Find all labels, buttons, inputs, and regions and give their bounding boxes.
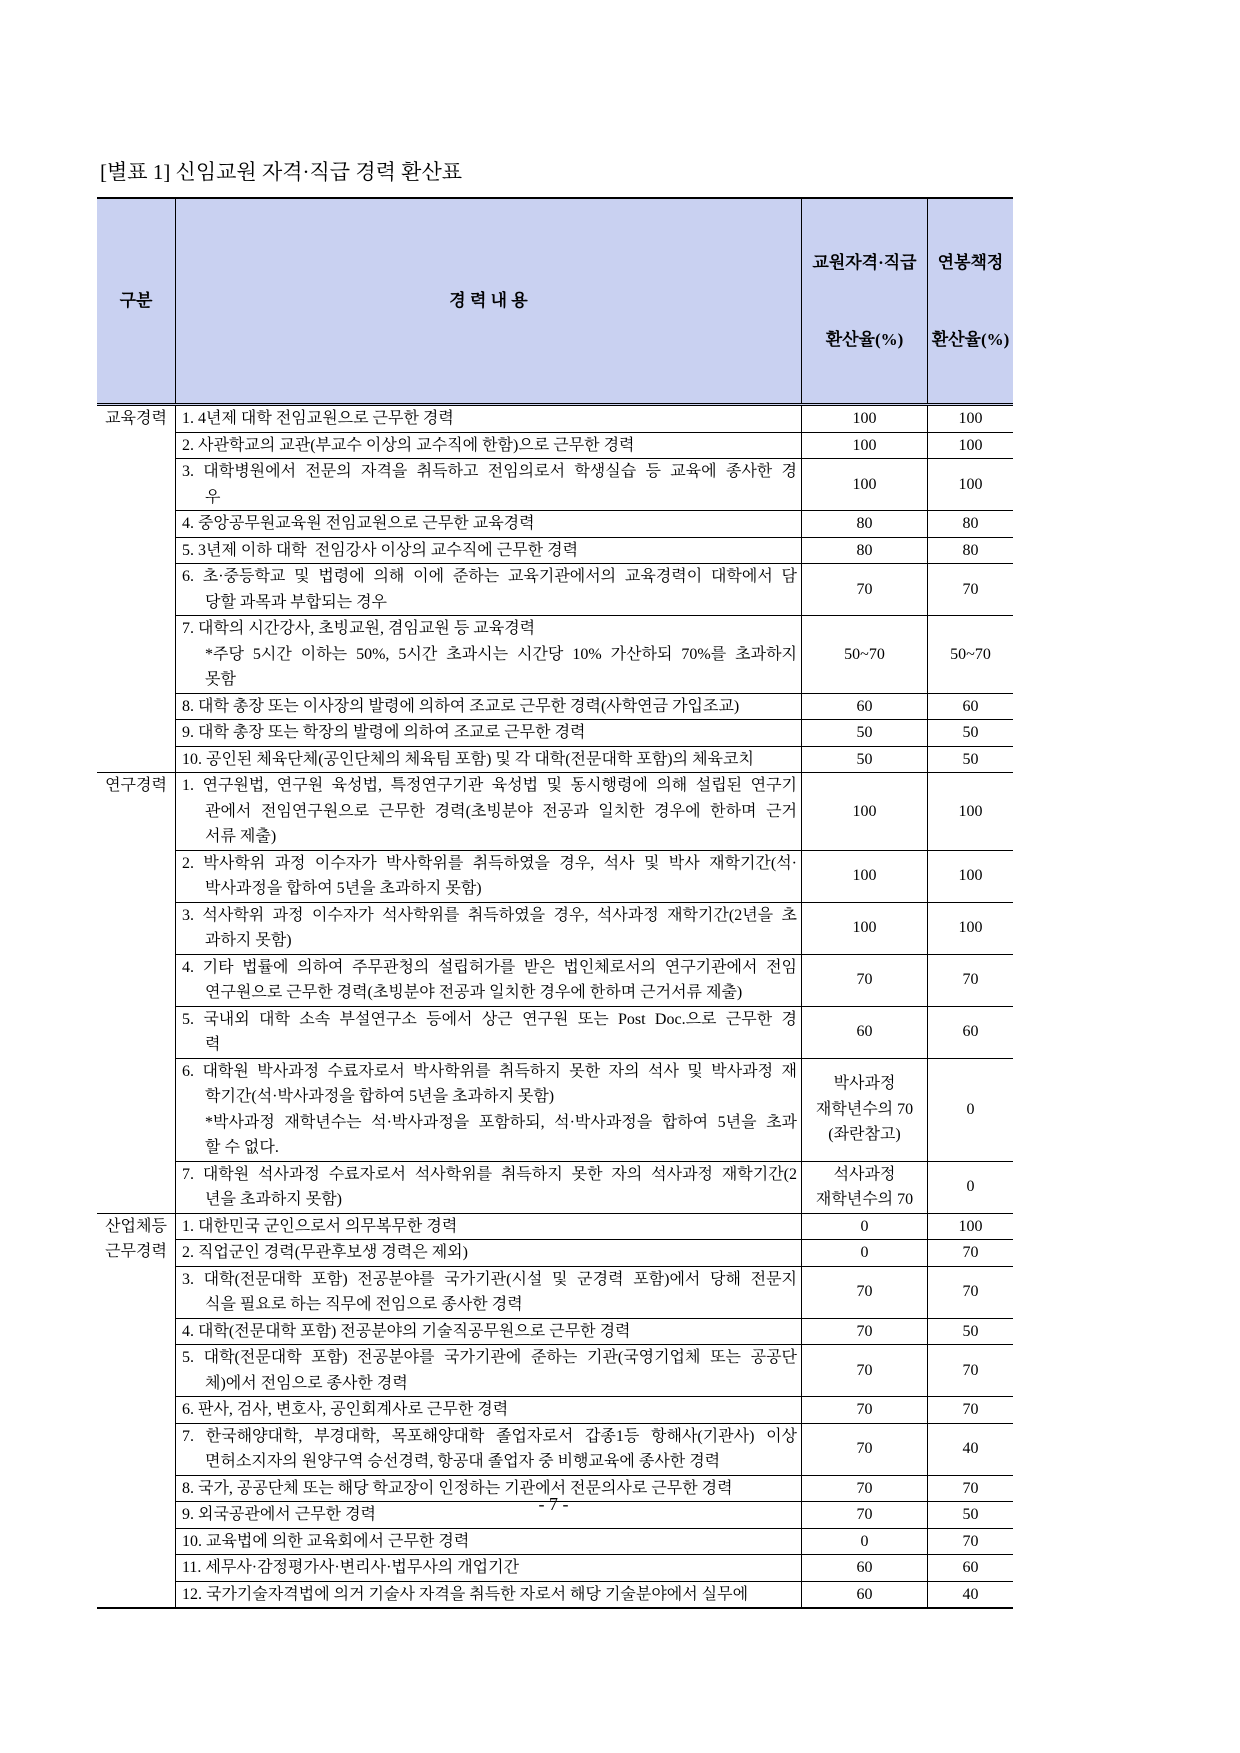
career-content-cell	[176, 1161, 802, 1213]
career-content-cell	[176, 405, 802, 433]
career-content-cell	[176, 537, 802, 564]
table-row	[97, 1528, 1013, 1555]
career-content-line: 4. 대학(전문대학 포함) 전공분야의 기술직공무원으로 근무한 경력	[182, 1322, 631, 1340]
qualification-rate-value: 70	[856, 1322, 873, 1340]
table-row	[97, 1397, 1013, 1424]
career-content-line: 7. 한국해양대학, 부경대학, 목포해양대학 졸업자로서 갑종1등 항해사(기관사) 이상	[182, 1427, 797, 1445]
career-content-line: 9. 대학 총장 또는 학장의 발령에 의하여 조교로 근무한 경력	[182, 724, 586, 741]
career-content-line: 3. 대학(전문대학 포함) 전공분야를 국가기관(시설 및 군경력 포함)에서 당해 전문지	[182, 1270, 797, 1288]
career-content-line: 서류 제출)	[205, 828, 277, 845]
career-content-line: 관에서 전임연구원으로 근무한 경력(초빙분야 전공과 일치한 경우에 한하며 근거	[205, 802, 797, 820]
salary-rate-value: 80	[962, 541, 979, 559]
career-content-line: 5. 대학(전문대학 포함) 전공분야를 국가기관에 준하는 기관(국영기업체 또는 공공단	[182, 1349, 797, 1366]
header-row	[97, 198, 1013, 405]
salary-rate-cell	[928, 1006, 1014, 1058]
header-category: 구분	[97, 198, 176, 405]
table-row	[97, 1555, 1013, 1582]
career-content-cell	[176, 1006, 802, 1058]
salary-rate-value: 70	[962, 1283, 979, 1301]
salary-rate-value: 50	[962, 1506, 979, 1523]
qualification-rate-value: 50~70	[844, 645, 885, 663]
career-content-line: 체)에서 전임으로 종사한 경력	[205, 1374, 408, 1392]
header-content: 경 력 내 용	[176, 198, 802, 405]
career-conversion-table	[97, 197, 1013, 1609]
qualification-rate-value: 70	[856, 1283, 873, 1301]
career-content-cell	[176, 564, 802, 616]
career-content-cell	[176, 511, 802, 538]
salary-rate-cell	[928, 954, 1014, 1006]
salary-rate-value: 100	[958, 802, 983, 820]
career-content-cell	[176, 459, 802, 511]
qualification-rate-cell	[802, 902, 928, 954]
qualification-rate-value: 재학년수의 70	[815, 1191, 914, 1208]
career-content-line: 1. 4년제 대학 전임교원으로 근무한 경력	[182, 410, 454, 427]
career-content-line: 학기간(석·박사과정을 합하여 5년을 초과하지 못함)	[205, 1088, 555, 1105]
table-row	[97, 1581, 1013, 1608]
salary-rate-value: 40	[962, 1585, 979, 1603]
career-content-line: 박사과정을 합하여 5년을 초과하지 못함)	[205, 880, 482, 897]
salary-rate-cell	[928, 1397, 1014, 1424]
salary-rate-value: 100	[958, 475, 983, 493]
career-content-cell	[176, 746, 802, 773]
career-content-cell	[176, 720, 802, 747]
career-content-line: 12. 국가기술자격법에 의거 기술사 자격을 취득한 자로서 해당 기술분야에서 실무에	[182, 1585, 749, 1603]
career-content-line: 7. 대학원 석사과정 수료자로서 석사학위를 취득하지 못한 자의 석사과정 재학기간(2	[182, 1165, 797, 1183]
page-number: - 7 -	[538, 1494, 569, 1514]
qualification-rate-cell	[802, 1213, 928, 1240]
table-row	[97, 720, 1013, 747]
career-content-line: 할 수 없다.	[205, 1139, 279, 1156]
table-row	[97, 1423, 1013, 1475]
header-salary-rate	[928, 198, 1014, 405]
salary-rate-value: 60	[962, 1559, 979, 1576]
table-row	[97, 1345, 1013, 1397]
category-cell	[97, 1213, 176, 1608]
career-content-line: 4. 기타 법률에 의하여 주무관청의 설립허가를 받은 법인체로서의 연구기관에서 전임	[182, 958, 797, 976]
qualification-rate-cell	[802, 511, 928, 538]
qualification-rate-cell	[802, 1397, 928, 1424]
salary-rate-value: 60	[962, 697, 979, 715]
salary-rate-value: 0	[966, 1100, 975, 1118]
career-content-cell	[176, 1397, 802, 1424]
category-label: 교육경력	[105, 410, 167, 427]
salary-rate-cell	[928, 902, 1014, 954]
salary-rate-value: 100	[958, 867, 983, 885]
qualification-rate-cell	[802, 1318, 928, 1345]
table-row	[97, 432, 1013, 459]
table-row	[97, 1006, 1013, 1058]
qualification-rate-cell	[802, 459, 928, 511]
qualification-rate-value: 0	[860, 1532, 869, 1550]
salary-rate-cell	[928, 1345, 1014, 1397]
qualification-rate-value: 60	[856, 697, 873, 715]
salary-rate-value: 50	[962, 750, 979, 768]
table-row	[97, 773, 1013, 851]
salary-rate-cell	[928, 1058, 1014, 1161]
category-cell	[97, 405, 176, 773]
salary-rate-cell	[928, 720, 1014, 747]
career-content-line: 8. 국가, 공공단체 또는 해당 학교장이 인정하는 기관에서 전문의사로 근무한 경력	[182, 1479, 733, 1497]
salary-rate-cell	[928, 1240, 1014, 1267]
career-content-line: 면허소지자의 원양구역 승선경력, 항공대 졸업자 중 비행교육에 종사한 경력	[205, 1453, 721, 1470]
salary-rate-cell	[928, 773, 1014, 851]
salary-rate-value: 100	[958, 410, 983, 427]
salary-rate-value: 70	[962, 1361, 979, 1379]
qualification-rate-value: 80	[856, 515, 873, 532]
salary-rate-cell	[928, 459, 1014, 511]
qualification-rate-cell	[802, 1006, 928, 1058]
qualification-rate-cell	[802, 1345, 928, 1397]
career-content-line: 6. 판사, 검사, 변호사, 공인회계사로 근무한 경력	[182, 1401, 509, 1418]
salary-rate-cell	[928, 746, 1014, 773]
table-row	[97, 459, 1013, 511]
career-content-cell	[176, 1528, 802, 1555]
salary-rate-value: 70	[962, 1244, 979, 1261]
qualification-rate-value: 70	[856, 971, 873, 989]
career-content-line: 연구원으로 근무한 경력(초빙분야 전공과 일치한 경우에 한하며 근거서류 제출)	[205, 984, 743, 1001]
qualification-rate-value: 70	[856, 1401, 873, 1418]
salary-rate-cell	[928, 1266, 1014, 1318]
table-row	[97, 1058, 1013, 1161]
salary-rate-cell	[928, 1318, 1014, 1345]
salary-rate-value: 70	[962, 971, 979, 989]
table-row	[97, 850, 1013, 902]
header-qualification-rate	[802, 198, 928, 405]
salary-rate-value: 80	[962, 515, 979, 532]
career-content-cell	[176, 1058, 802, 1161]
career-content-line: 2. 박사학위 과정 이수자가 박사학위를 취득하였을 경우, 석사 및 박사 재학기간(석·	[182, 854, 797, 872]
qualification-rate-cell	[802, 720, 928, 747]
qualification-rate-value: 0	[860, 1217, 869, 1235]
qualification-rate-value: 석사과정	[833, 1165, 896, 1183]
salary-rate-cell	[928, 1528, 1014, 1555]
career-content-line: 당할 과목과 부합되는 경우	[205, 593, 388, 611]
career-content-line: *박사과정 재학년수는 석·박사과정을 포함하되, 석·박사과정을 합하여 5년을 초과	[205, 1113, 797, 1131]
qualification-rate-value: 100	[852, 802, 877, 820]
career-content-line: *주당 5시간 이하는 50%, 5시간 초과시는 시간당 10% 가산하되 70%를 초과하지	[205, 645, 797, 663]
career-content-line: 년을 초과하지 못함)	[205, 1191, 342, 1208]
salary-rate-value: 70	[962, 580, 979, 598]
qualification-rate-value: 50	[856, 750, 873, 768]
career-content-cell	[176, 1581, 802, 1608]
career-content-cell	[176, 902, 802, 954]
salary-rate-value: 70	[962, 1479, 979, 1497]
salary-rate-cell	[928, 1581, 1014, 1608]
salary-rate-cell	[928, 1213, 1014, 1240]
qualification-rate-value: 60	[856, 1585, 873, 1603]
qualification-rate-value: 박사과정	[833, 1075, 896, 1093]
career-content-line: 6. 초·중등학교 및 법령에 의해 이에 준하는 교육기관에서의 교육경력이 대학에서 담	[182, 568, 797, 585]
table-row	[97, 511, 1013, 538]
table-row	[97, 1161, 1013, 1213]
salary-rate-value: 70	[962, 1401, 979, 1418]
qualification-rate-cell	[802, 537, 928, 564]
qualification-rate-cell	[802, 1528, 928, 1555]
table-row	[97, 405, 1013, 433]
table-row	[97, 616, 1013, 694]
category-label: 근무경력	[105, 1243, 167, 1260]
career-content-line: 10. 교육법에 의한 교육회에서 근무한 경력	[182, 1532, 470, 1550]
salary-rate-cell	[928, 1161, 1014, 1213]
career-content-cell	[176, 1266, 802, 1318]
career-content-cell	[176, 850, 802, 902]
salary-rate-cell	[928, 511, 1014, 538]
career-content-line: 5. 3년제 이하 대학 전임강사 이상의 교수직에 근무한 경력	[182, 541, 579, 559]
qualification-rate-cell	[802, 1581, 928, 1608]
table-body	[97, 405, 1013, 1609]
career-content-cell	[176, 1345, 802, 1397]
career-content-line: 8. 대학 총장 또는 이사장의 발령에 의하여 조교로 근무한 경력(사학연금 가입조교)	[182, 697, 740, 715]
qualification-rate-cell	[802, 954, 928, 1006]
qualification-rate-value: 재학년수의 70	[815, 1100, 914, 1118]
career-content-cell	[176, 773, 802, 851]
table-row	[97, 954, 1013, 1006]
qualification-rate-cell	[802, 1266, 928, 1318]
table-row	[97, 1240, 1013, 1267]
career-content-line: 우	[205, 488, 221, 506]
career-content-line: 7. 대학의 시간강사, 초빙교원, 겸임교원 등 교육경력	[182, 620, 536, 637]
qualification-rate-value: 100	[852, 919, 877, 937]
career-content-line: 10. 공인된 체육단체(공인단체의 체육팀 포함) 및 각 대학(전문대학 포함)의 체육코치	[182, 750, 754, 768]
qualification-rate-value: 70	[856, 580, 873, 598]
career-content-cell	[176, 1240, 802, 1267]
career-content-cell	[176, 1423, 802, 1475]
salary-rate-value: 50~70	[950, 645, 991, 663]
career-content-cell	[176, 954, 802, 1006]
career-content-line: 3. 석사학위 과정 이수자가 석사학위를 취득하였을 경우, 석사과정 재학기간(2년을 초	[182, 906, 797, 924]
qualification-rate-cell	[802, 1161, 928, 1213]
page-title: [별표 1] 신임교원 자격·직급 경력 환산표	[100, 160, 463, 184]
salary-rate-cell	[928, 1555, 1014, 1582]
qualification-rate-cell	[802, 405, 928, 433]
qualification-rate-cell	[802, 693, 928, 720]
table-row	[97, 537, 1013, 564]
career-content-line: 9. 외국공관에서 근무한 경력	[182, 1506, 377, 1523]
qualification-rate-cell	[802, 1423, 928, 1475]
career-content-cell	[176, 693, 802, 720]
category-label: 연구경력	[105, 777, 167, 794]
salary-rate-value: 100	[958, 1217, 983, 1235]
header-salary-rate-line: 환산율(%)	[931, 329, 1010, 349]
career-content-line: 력	[205, 1036, 221, 1053]
table-row	[97, 746, 1013, 773]
career-content-cell	[176, 1555, 802, 1582]
qualification-rate-value: 70	[856, 1479, 873, 1497]
qualification-rate-value: 100	[852, 436, 877, 454]
qualification-rate-value: 80	[856, 541, 873, 559]
career-content-line: 식을 필요로 하는 직무에 전임으로 종사한 경력	[205, 1296, 523, 1313]
career-content-line: 2. 직업군인 경력(무관후보생 경력은 제외)	[182, 1244, 468, 1261]
salary-rate-cell	[928, 616, 1014, 694]
qualification-rate-cell	[802, 1240, 928, 1267]
salary-rate-cell	[928, 432, 1014, 459]
salary-rate-cell	[928, 564, 1014, 616]
header-qualification-rate-line: 교원자격·직급	[812, 253, 917, 272]
qualification-rate-cell	[802, 616, 928, 694]
salary-rate-value: 100	[958, 919, 983, 937]
qualification-rate-cell	[802, 850, 928, 902]
qualification-rate-value: 60	[856, 1023, 873, 1041]
qualification-rate-value: 100	[852, 410, 877, 427]
category-cell	[97, 773, 176, 1214]
salary-rate-cell	[928, 850, 1014, 902]
qualification-rate-cell	[802, 773, 928, 851]
table-row	[97, 693, 1013, 720]
career-content-line: 4. 중앙공무원교육원 전임교원으로 근무한 교육경력	[182, 515, 535, 532]
qualification-rate-cell	[802, 432, 928, 459]
qualification-rate-value: 60	[856, 1559, 873, 1576]
career-content-cell	[176, 432, 802, 459]
career-content-line: 5. 국내외 대학 소속 부설연구소 등에서 상근 연구원 또는 Post Doc.으로 근무한 경	[182, 1010, 797, 1028]
career-content-line: 3. 대학병원에서 전문의 자격을 취득하고 전임의로서 학생실습 등 교육에 종사한 경	[182, 463, 797, 480]
career-content-cell	[176, 1318, 802, 1345]
career-content-line: 1. 연구원법, 연구원 육성법, 특정연구기관 육성법 및 동시행령에 의해 설립된 연구기	[182, 777, 797, 794]
qualification-rate-value: 100	[852, 475, 877, 493]
career-content-cell	[176, 616, 802, 694]
salary-rate-value: 50	[962, 1322, 979, 1340]
qualification-rate-cell	[802, 746, 928, 773]
qualification-rate-cell	[802, 1555, 928, 1582]
salary-rate-value: 60	[962, 1023, 979, 1041]
salary-rate-cell	[928, 1423, 1014, 1475]
salary-rate-cell	[928, 693, 1014, 720]
salary-rate-value: 100	[958, 436, 983, 454]
career-content-line: 1. 대한민국 군인으로서 의무복무한 경력	[182, 1217, 458, 1235]
qualification-rate-value: 0	[860, 1244, 869, 1261]
table-header	[97, 198, 1013, 405]
salary-rate-cell	[928, 537, 1014, 564]
qualification-rate-cell	[802, 564, 928, 616]
career-content-line: 11. 세무사·감정평가사·변리사·법무사의 개업기간	[182, 1559, 520, 1576]
qualification-rate-value: 100	[852, 867, 877, 885]
career-content-line: 2. 사관학교의 교관(부교수 이상의 교수직에 한함)으로 근무한 경력	[182, 436, 635, 454]
salary-rate-value: 70	[962, 1532, 979, 1550]
qualification-rate-value: 70	[856, 1361, 873, 1379]
career-content-line: 6. 대학원 박사과정 수료자로서 박사학위를 취득하지 못한 자의 석사 및 박사과정 재	[182, 1062, 797, 1080]
career-content-line: 과하지 못함)	[205, 932, 292, 949]
qualification-rate-cell	[802, 1058, 928, 1161]
career-content-cell	[176, 1213, 802, 1240]
career-content-line: 못함	[205, 671, 236, 688]
table-row	[97, 902, 1013, 954]
table-row	[97, 564, 1013, 616]
qualification-rate-value: 70	[856, 1506, 873, 1523]
salary-rate-cell	[928, 405, 1014, 433]
table-row	[97, 1213, 1013, 1240]
table-row	[97, 1266, 1013, 1318]
qualification-rate-value: 50	[856, 724, 873, 741]
header-salary-rate-line: 연봉책정	[937, 253, 1004, 272]
qualification-rate-value: 70	[856, 1440, 873, 1458]
salary-rate-value: 40	[962, 1440, 979, 1458]
header-qualification-rate-line: 환산율(%)	[825, 329, 904, 349]
qualification-rate-value: (좌란참고)	[828, 1126, 901, 1144]
salary-rate-value: 0	[966, 1178, 975, 1196]
salary-rate-value: 50	[962, 724, 979, 741]
category-label: 산업체등	[105, 1217, 167, 1235]
table-row	[97, 1318, 1013, 1345]
